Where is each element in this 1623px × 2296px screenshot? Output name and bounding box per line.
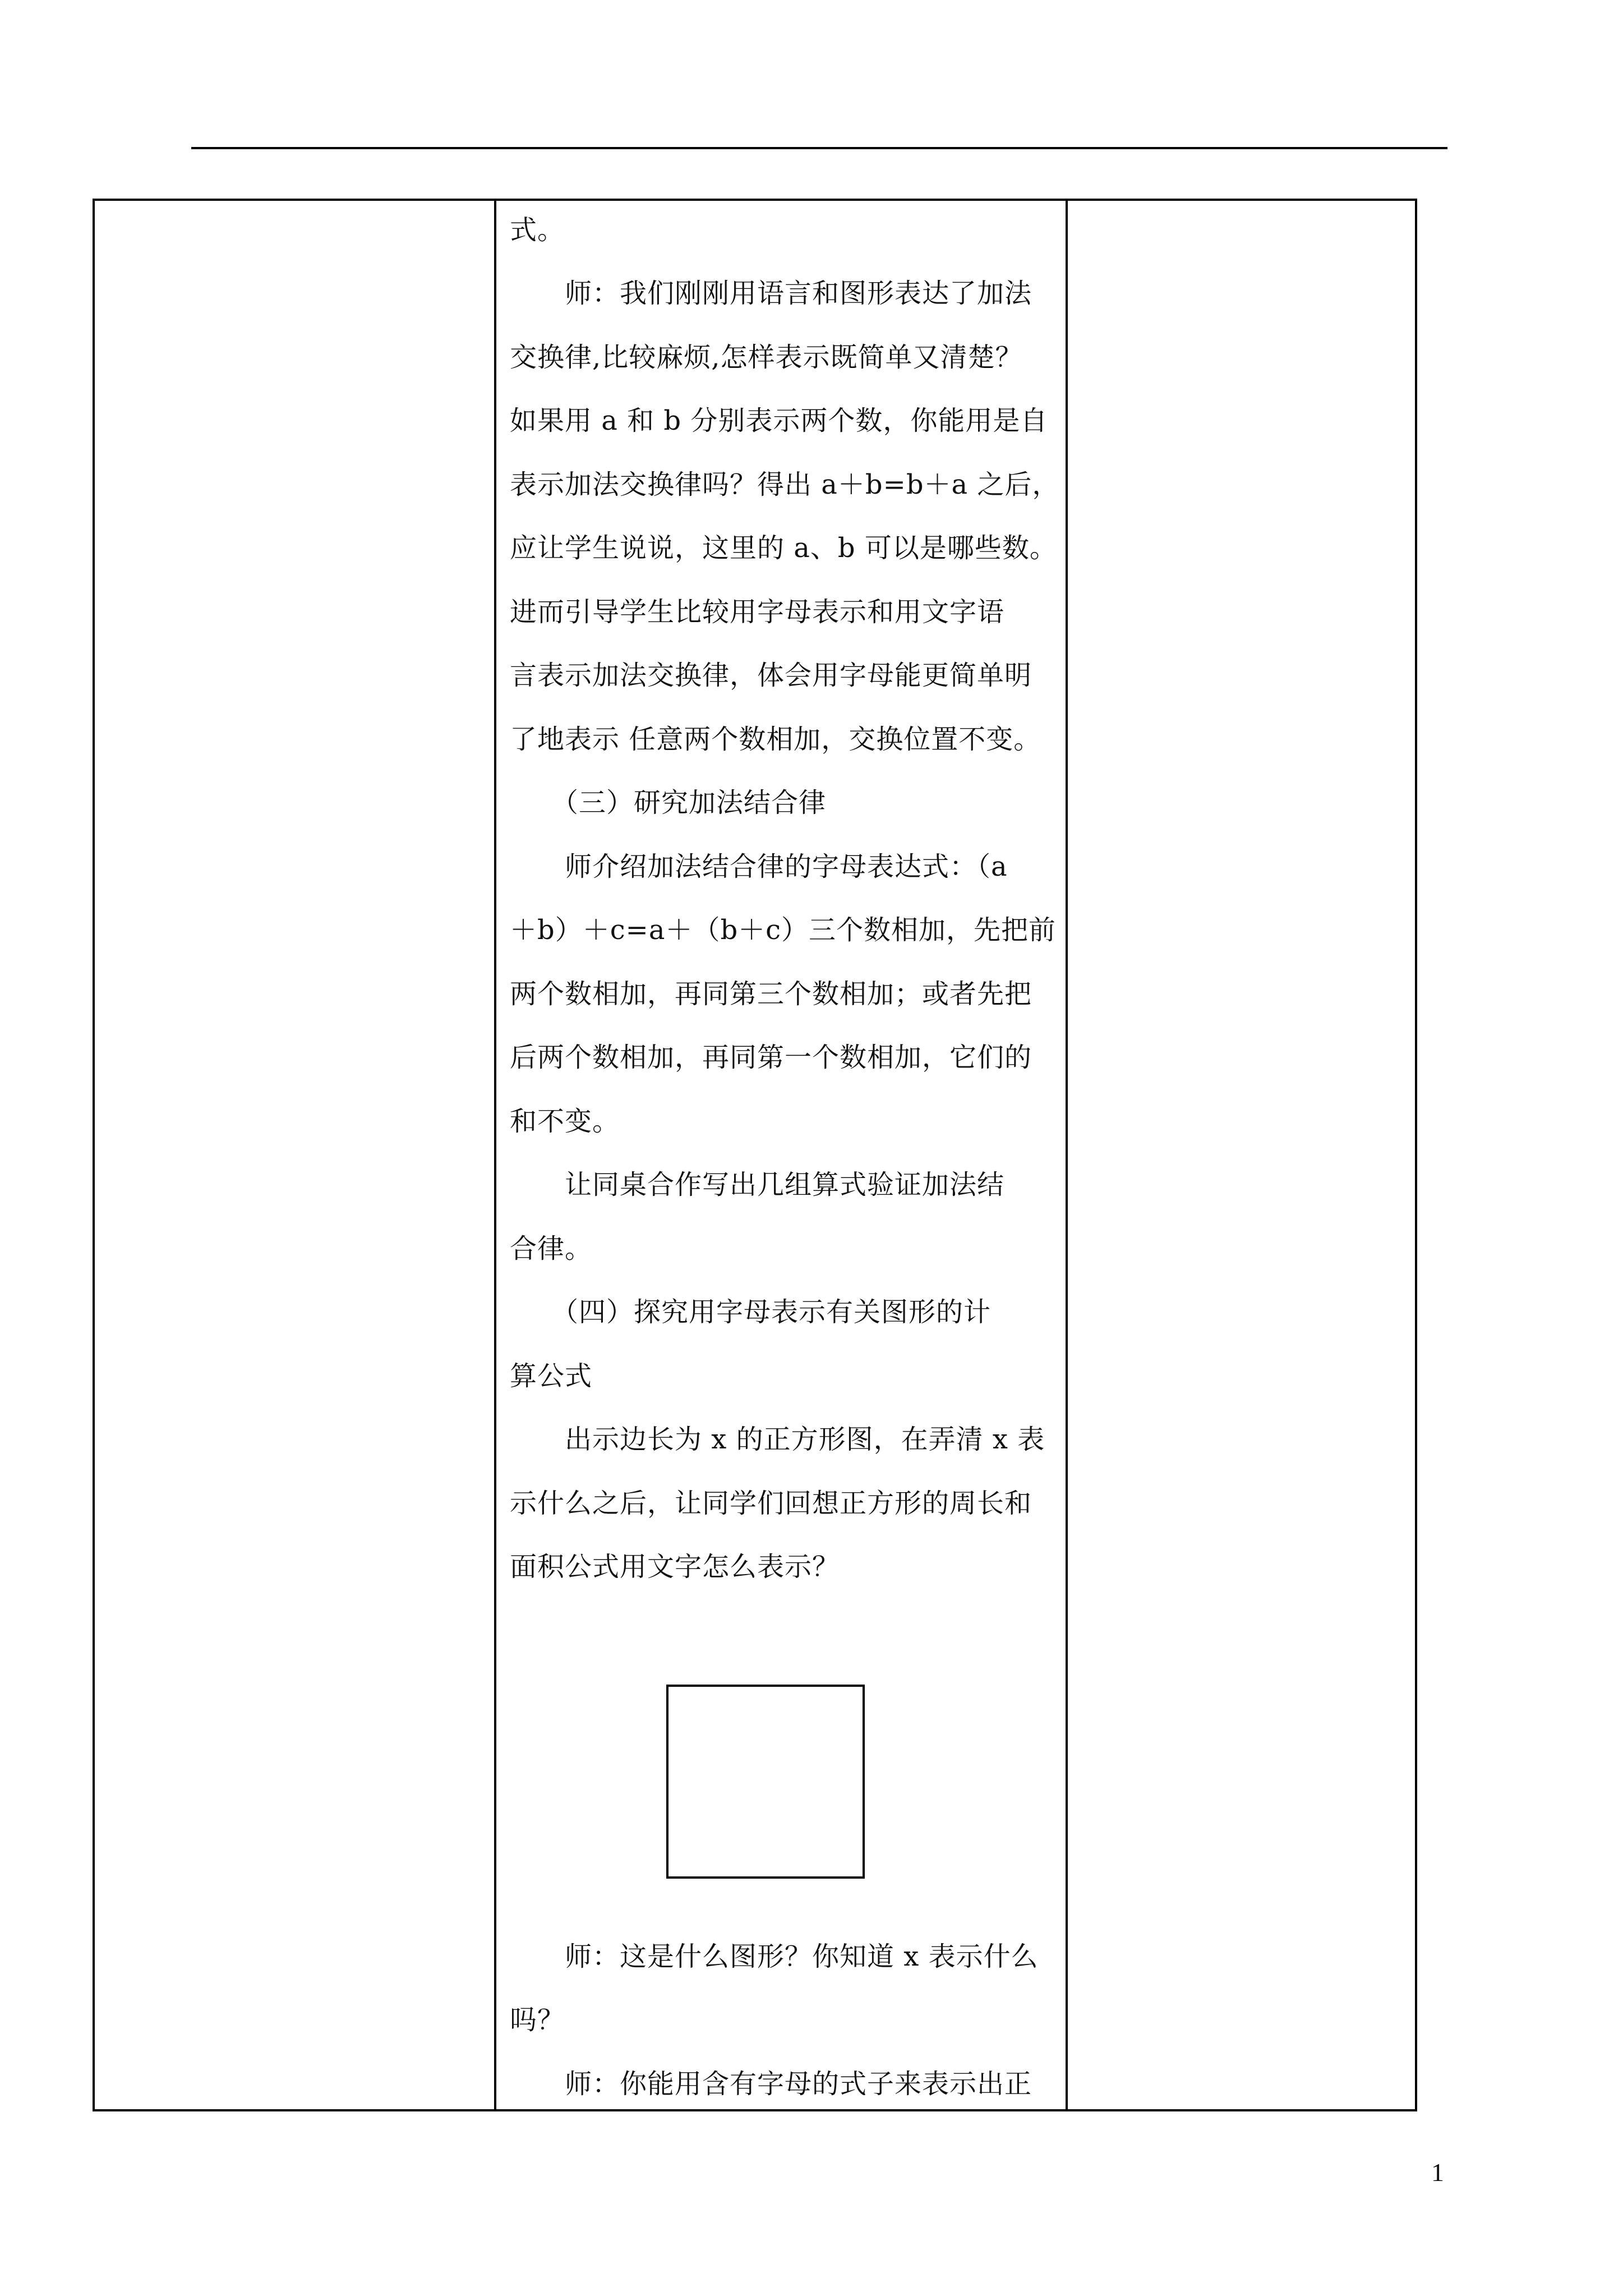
square-figure — [666, 1685, 865, 1879]
text-line: 了地表示 任意两个数相加，交换位置不变。 — [510, 724, 1041, 755]
text-line: 言表示加法交换律，体会用字母能更简单明 — [510, 660, 1032, 691]
text-line: 进而引导学生比较用字母表示和用文字语 — [510, 596, 1005, 628]
text-line: 两个数相加，再同第三个数相加；或者先把 — [510, 978, 1032, 1010]
table-cell-right — [1068, 201, 1415, 2109]
text-line: 师：你能用含有字母的式子来表示出正 — [510, 2068, 1032, 2100]
text-line: 算公式 — [510, 1360, 593, 1392]
text-line: 面积公式用文字怎么表示？ — [510, 1551, 840, 1582]
text-line: 合律。 — [510, 1233, 593, 1264]
text-line: 师介绍加法结合律的字母表达式：（a — [510, 851, 1008, 882]
table-cell-left — [95, 201, 494, 2109]
header-rule — [191, 147, 1447, 149]
text-line: 式。 — [510, 214, 565, 246]
text-line: 应让学生说说，这里的 a、b 可以是哪些数。 — [510, 532, 1057, 564]
text-line: 师：这是什么图形？你知道 x 表示什么 — [510, 1941, 1039, 1972]
text-line: 出示边长为 x 的正方形图，在弄清 x 表 — [510, 1424, 1045, 1455]
text-line: 示什么之后，让同学们回想正方形的周长和 — [510, 1488, 1032, 1519]
text-line: 让同桌合作写出几组算式验证加法结 — [510, 1169, 1005, 1200]
text-line: 如果用 a 和 b 分别表示两个数，你能用是自 — [510, 405, 1048, 436]
text-line: 师：我们刚刚用语言和图形表达了加法 — [510, 278, 1032, 309]
section-heading: （三）研究加法结合律 — [510, 787, 827, 818]
text-line: ＋b）＋c=a＋（b＋c）三个数相加，先把前 — [510, 914, 1057, 946]
text-line: 和不变。 — [510, 1106, 620, 1137]
page-number: 1 — [1431, 2158, 1444, 2187]
text-line: 后两个数相加，再同第一个数相加，它们的 — [510, 1042, 1032, 1073]
text-line: 吗？ — [510, 2004, 565, 2036]
section-heading: （四）探究用字母表示有关图形的计 — [510, 1296, 992, 1328]
text-line: 交换律,比较麻烦,怎样表示既简单又清楚？ — [510, 342, 1023, 373]
text-line: 表示加法交换律吗？得出 a＋b=b＋a 之后， — [510, 469, 1060, 500]
